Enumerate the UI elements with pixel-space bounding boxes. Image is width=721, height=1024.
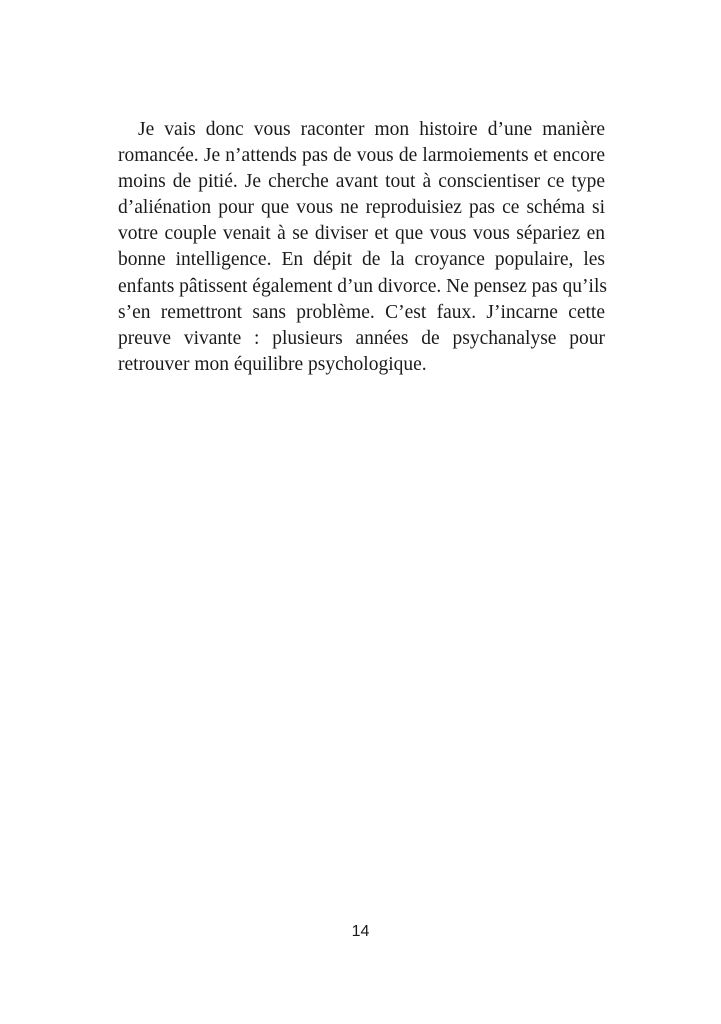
paragraph-line: votre couple venait à se diviser et que vous vous sépariez en [118, 223, 605, 245]
paragraph-line: d’aliénation pour que vous ne reproduisiez pas ce schéma si [118, 197, 605, 219]
paragraph-line: enfants pâtissent également d’un divorce. Ne pensez pas qu’ils [118, 275, 607, 297]
paragraph-line: s’en remettront sans problème. C’est faux. J’incarne cette [118, 301, 605, 323]
paragraph-line: romancée. Je n’attends pas de vous de larmoiements et encore [118, 145, 605, 167]
paragraph-line: moins de pitié. Je cherche avant tout à conscientiser ce type [118, 171, 605, 193]
paragraph-line: Je vais donc vous raconter mon histoire d’une manière [138, 119, 605, 140]
paragraph-line: preuve vivante : plusieurs années de psychanalyse pour [118, 327, 605, 349]
paragraph-line: bonne intelligence. En dépit de la croyance populaire, les [118, 249, 605, 271]
page-number: 14 [351, 923, 370, 940]
paragraph-line: retrouver mon équilibre psychologique. [118, 353, 427, 375]
body-paragraph [118, 117, 605, 378]
